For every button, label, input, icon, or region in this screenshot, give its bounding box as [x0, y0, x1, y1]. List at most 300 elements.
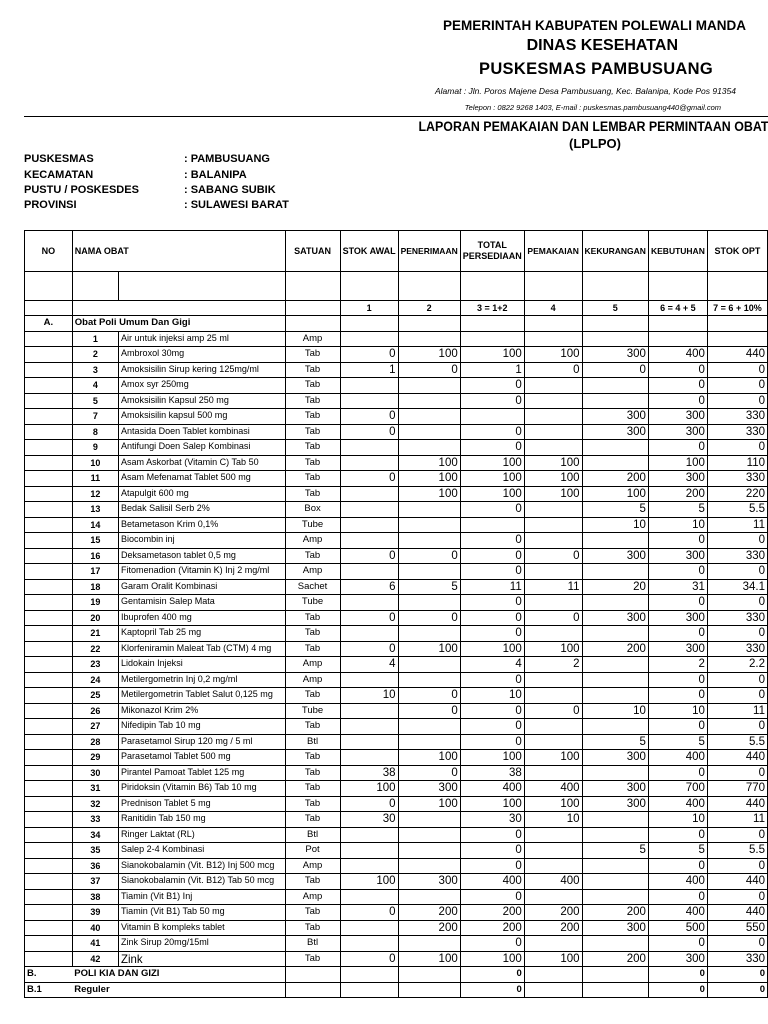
- row-spacer: [25, 331, 73, 347]
- drug-name-cell: [119, 765, 285, 781]
- value-cell: 0: [648, 719, 707, 735]
- value-cell: [398, 564, 460, 580]
- row-spacer: [25, 424, 73, 440]
- info-label: KECAMATAN: [24, 169, 94, 181]
- value-cell: 100: [398, 347, 460, 363]
- drug-name-cell: [119, 905, 285, 921]
- drug-name-cell: [119, 734, 285, 750]
- value-cell: 0: [707, 672, 767, 688]
- drug-name: Kaptopril Tab 25 mg: [121, 627, 202, 639]
- value-cell: [582, 889, 648, 905]
- row-number: 2: [72, 347, 118, 363]
- col-number: 4: [524, 301, 582, 316]
- col-total-header: TOTAL PERSEDIAAN: [460, 231, 524, 272]
- section-code: B.1: [25, 982, 73, 998]
- value-cell: [340, 672, 398, 688]
- col-number: 2: [398, 301, 460, 316]
- value-cell: 30: [460, 812, 524, 828]
- unit-cell: Tab: [285, 719, 340, 735]
- row-number: 19: [72, 595, 118, 611]
- table-row: [25, 874, 768, 890]
- value-cell: [582, 827, 648, 843]
- value-cell: [340, 564, 398, 580]
- drug-name: Lidokain Injeksi: [121, 658, 183, 670]
- value-cell: 10: [582, 517, 648, 533]
- unit-cell: Tab: [285, 765, 340, 781]
- drug-name-cell: [119, 502, 285, 518]
- value-cell: [398, 393, 460, 409]
- value-cell: 100: [398, 750, 460, 766]
- value-cell: [524, 719, 582, 735]
- value-cell: 5.5: [707, 843, 767, 859]
- table-row: [25, 734, 768, 750]
- row-number: 3: [72, 362, 118, 378]
- unit-cell: Tab: [285, 874, 340, 890]
- row-spacer: [25, 393, 73, 409]
- value-cell: [524, 517, 582, 533]
- unit-cell: Tab: [285, 796, 340, 812]
- col-number: 7 = 6 + 10%: [707, 301, 767, 316]
- value-cell: [398, 440, 460, 456]
- value-cell: 330: [707, 424, 767, 440]
- value-cell: 100: [460, 486, 524, 502]
- value-cell: 5: [398, 579, 460, 595]
- value-cell: 100: [524, 471, 582, 487]
- value-cell: 330: [707, 548, 767, 564]
- row-spacer: [25, 781, 73, 797]
- value-cell: [398, 595, 460, 611]
- value-cell: 0: [707, 765, 767, 781]
- value-cell: 2.2: [707, 657, 767, 673]
- value-cell: 330: [707, 471, 767, 487]
- col-unit-header: SATUAN: [285, 231, 340, 272]
- value-cell: 0: [460, 502, 524, 518]
- row-number: 34: [72, 827, 118, 843]
- drug-name: Ibuprofen 400 mg: [121, 611, 192, 623]
- value-cell: 200: [524, 905, 582, 921]
- value-cell: 1: [340, 362, 398, 378]
- value-cell: 100: [460, 347, 524, 363]
- value-cell: 300: [582, 920, 648, 936]
- value-cell: 38: [340, 765, 398, 781]
- value-cell: [398, 424, 460, 440]
- value-cell: 0: [648, 393, 707, 409]
- value-cell: 200: [648, 486, 707, 502]
- value-cell: 200: [582, 905, 648, 921]
- value-cell: 4: [340, 657, 398, 673]
- value-cell: [340, 703, 398, 719]
- row-number: 5: [72, 393, 118, 409]
- value-cell: [582, 812, 648, 828]
- drug-name: Mikonazol Krim 2%: [121, 704, 199, 716]
- value-cell: 0: [340, 905, 398, 921]
- table-row: [25, 502, 768, 518]
- row-number: 14: [72, 517, 118, 533]
- value-cell: 0: [648, 967, 707, 983]
- value-cell: [460, 331, 524, 347]
- value-cell: 10: [648, 517, 707, 533]
- value-cell: 400: [460, 874, 524, 890]
- value-cell: [524, 440, 582, 456]
- value-cell: [398, 378, 460, 394]
- value-cell: [398, 672, 460, 688]
- value-cell: 0: [524, 703, 582, 719]
- unit-cell: Amp: [285, 331, 340, 347]
- value-cell: 330: [707, 610, 767, 626]
- drug-name: Ranitidin Tab 150 mg: [121, 813, 206, 825]
- drug-name: Sianokobalamin (Vit. B12) Inj 500 mcg: [121, 859, 275, 871]
- row-spacer: [25, 455, 73, 471]
- value-cell: [340, 827, 398, 843]
- drug-name: Zink: [121, 951, 143, 966]
- value-cell: [398, 889, 460, 905]
- value-cell: [582, 765, 648, 781]
- value-cell: 400: [648, 796, 707, 812]
- unit-cell: Tab: [285, 750, 340, 766]
- value-cell: 110: [707, 455, 767, 471]
- value-cell: 330: [707, 951, 767, 967]
- drug-name-cell: [119, 843, 285, 859]
- col-name-header: NAMA OBAT: [72, 231, 285, 272]
- report-subtitle: (LPLPO): [569, 136, 621, 151]
- value-cell: 200: [582, 471, 648, 487]
- value-cell: 440: [707, 347, 767, 363]
- value-cell: 100: [582, 486, 648, 502]
- row-spacer: [25, 347, 73, 363]
- value-cell: 0: [648, 672, 707, 688]
- table-row: [25, 905, 768, 921]
- value-cell: [524, 424, 582, 440]
- row-spacer: [25, 579, 73, 595]
- value-cell: 10: [648, 703, 707, 719]
- table-row: [25, 889, 768, 905]
- report-title: LAPORAN PEMAKAIAN DAN LEMBAR PERMINTAAN OBAT: [417, 119, 768, 134]
- value-cell: [398, 533, 460, 549]
- value-cell: [460, 517, 524, 533]
- value-cell: 300: [582, 409, 648, 425]
- value-cell: 400: [648, 874, 707, 890]
- drug-name: Salep 2-4 Kombinasi: [121, 844, 205, 856]
- unit-cell: Tab: [285, 347, 340, 363]
- value-cell: 300: [648, 409, 707, 425]
- value-cell: 440: [707, 874, 767, 890]
- info-label: PROVINSI: [24, 199, 77, 211]
- value-cell: [340, 936, 398, 952]
- drug-name: Atapulgit 600 mg: [121, 487, 189, 499]
- row-spacer: [25, 595, 73, 611]
- drug-name: Amoksisilin kapsul 500 mg: [121, 410, 228, 422]
- value-cell: [524, 595, 582, 611]
- value-cell: [398, 827, 460, 843]
- row-spacer: [25, 843, 73, 859]
- table-row: [25, 362, 768, 378]
- drug-name: Fitomenadion (Vitamin K) Inj 2 mg/ml: [121, 565, 270, 577]
- value-cell: [340, 889, 398, 905]
- row-number: 33: [72, 812, 118, 828]
- value-cell: 0: [398, 362, 460, 378]
- row-number: 39: [72, 905, 118, 921]
- unit-cell: Tab: [285, 626, 340, 642]
- value-cell: 0: [460, 982, 524, 998]
- drug-name-cell: [119, 424, 285, 440]
- drug-name: Amoksisilin Kapsul 250 mg: [121, 394, 229, 406]
- info-row-pustu: [24, 184, 276, 196]
- value-cell: [582, 564, 648, 580]
- unit-cell: Sachet: [285, 579, 340, 595]
- row-spacer: [25, 889, 73, 905]
- value-cell: 2: [648, 657, 707, 673]
- col-number: 1: [340, 301, 398, 316]
- value-cell: [582, 672, 648, 688]
- value-cell: [340, 440, 398, 456]
- value-cell: [582, 874, 648, 890]
- value-cell: 0: [648, 982, 707, 998]
- section-b-row: [25, 967, 768, 983]
- value-cell: 2: [524, 657, 582, 673]
- value-cell: 100: [460, 951, 524, 967]
- drug-name: Antasida Doen Tablet kombinasi: [121, 425, 250, 437]
- col-kebutuhan-header: KEBUTUHAN: [648, 231, 707, 272]
- row-number: 17: [72, 564, 118, 580]
- table-row: [25, 765, 768, 781]
- table-row: [25, 331, 768, 347]
- info-value: : BALANIPA: [184, 169, 247, 181]
- drug-name: Zink Sirup 20mg/15ml: [121, 937, 209, 949]
- value-cell: 0: [398, 688, 460, 704]
- table-blank-row: [25, 272, 768, 301]
- drug-name: Nifedipin Tab 10 mg: [121, 720, 201, 732]
- col-stok-awal-header: STOK AWAL: [340, 231, 398, 272]
- header-government: PEMERINTAH KABUPATEN POLEWALI MANDA: [443, 18, 746, 33]
- value-cell: 0: [648, 564, 707, 580]
- table-row: [25, 641, 768, 657]
- drug-name: Pirantel Pamoat Tablet 125 mg: [121, 766, 245, 778]
- info-value: : SABANG SUBIK: [184, 184, 276, 196]
- value-cell: [398, 967, 460, 983]
- value-cell: 100: [460, 796, 524, 812]
- value-cell: 0: [398, 548, 460, 564]
- row-spacer: [25, 750, 73, 766]
- col-number: 6 = 4 + 5: [648, 301, 707, 316]
- value-cell: 400: [648, 905, 707, 921]
- unit-cell: Box: [285, 502, 340, 518]
- value-cell: 100: [460, 455, 524, 471]
- unit-cell: Tab: [285, 548, 340, 564]
- info-value: : PAMBUSUANG: [184, 153, 270, 165]
- drug-name: Betametason Krim 0,1%: [121, 518, 219, 530]
- drug-name-cell: [119, 781, 285, 797]
- value-cell: 0: [707, 533, 767, 549]
- value-cell: 0: [460, 827, 524, 843]
- value-cell: [340, 626, 398, 642]
- value-cell: [582, 936, 648, 952]
- value-cell: [524, 734, 582, 750]
- value-cell: 100: [340, 874, 398, 890]
- row-number: 15: [72, 533, 118, 549]
- row-spacer: [25, 362, 73, 378]
- drug-name: Antifungi Doen Salep Kombinasi: [121, 441, 251, 453]
- value-cell: 0: [460, 533, 524, 549]
- row-spacer: [25, 765, 73, 781]
- value-cell: 0: [340, 424, 398, 440]
- row-number: 27: [72, 719, 118, 735]
- value-cell: 0: [340, 471, 398, 487]
- unit-cell: Tube: [285, 595, 340, 611]
- value-cell: 10: [524, 812, 582, 828]
- value-cell: 0: [648, 378, 707, 394]
- drug-name: Metilergometrin Inj 0,2 mg/ml: [121, 673, 238, 685]
- row-spacer: [25, 440, 73, 456]
- info-label: PUSKESMAS: [24, 153, 94, 165]
- row-number: 32: [72, 796, 118, 812]
- value-cell: 100: [648, 455, 707, 471]
- value-cell: [398, 657, 460, 673]
- section-title: POLI KIA DAN GIZI: [72, 967, 285, 983]
- value-cell: 0: [460, 936, 524, 952]
- value-cell: 200: [398, 905, 460, 921]
- row-number: 18: [72, 579, 118, 595]
- value-cell: 200: [460, 920, 524, 936]
- value-cell: 550: [707, 920, 767, 936]
- header-contact: Telepon : 0822 9268 1403, E-mail : puskesmas.pambusuang440@gmail.com: [464, 103, 721, 112]
- table-row: [25, 579, 768, 595]
- value-cell: [398, 734, 460, 750]
- value-cell: 0: [707, 378, 767, 394]
- table-row: [25, 951, 768, 967]
- value-cell: 220: [707, 486, 767, 502]
- value-cell: 440: [707, 905, 767, 921]
- drug-name-cell: [119, 486, 285, 502]
- drug-name-cell: [119, 347, 285, 363]
- table-row: [25, 610, 768, 626]
- value-cell: 0: [707, 564, 767, 580]
- value-cell: 5: [648, 502, 707, 518]
- value-cell: 770: [707, 781, 767, 797]
- drug-name: Prednison Tablet 5 mg: [121, 797, 211, 809]
- value-cell: 5: [582, 734, 648, 750]
- row-spacer: [25, 548, 73, 564]
- value-cell: [398, 626, 460, 642]
- col-pemakaian-header: PEMAKAIAN: [524, 231, 582, 272]
- value-cell: [340, 517, 398, 533]
- section-title: Reguler: [72, 982, 285, 998]
- header-department: DINAS KESEHATAN: [526, 37, 678, 54]
- row-spacer: [25, 502, 73, 518]
- drug-name: Biocombin inj: [121, 534, 175, 546]
- drug-name-cell: [119, 548, 285, 564]
- table-row: [25, 533, 768, 549]
- value-cell: 0: [648, 440, 707, 456]
- value-cell: [524, 858, 582, 874]
- value-cell: [582, 378, 648, 394]
- row-number: 22: [72, 641, 118, 657]
- row-number: 37: [72, 874, 118, 890]
- value-cell: 38: [460, 765, 524, 781]
- table-row: [25, 858, 768, 874]
- row-spacer: [25, 471, 73, 487]
- value-cell: [398, 936, 460, 952]
- value-cell: 5.5: [707, 734, 767, 750]
- row-number: 29: [72, 750, 118, 766]
- unit-cell: Amp: [285, 858, 340, 874]
- col-number: 5: [582, 301, 648, 316]
- table-row: [25, 657, 768, 673]
- value-cell: [398, 502, 460, 518]
- value-cell: 440: [707, 796, 767, 812]
- value-cell: [582, 331, 648, 347]
- row-number: 12: [72, 486, 118, 502]
- value-cell: 0: [398, 703, 460, 719]
- value-cell: 0: [707, 827, 767, 843]
- value-cell: 0: [707, 688, 767, 704]
- value-cell: 300: [648, 610, 707, 626]
- value-cell: [582, 688, 648, 704]
- value-cell: 11: [707, 703, 767, 719]
- unit-cell: Tab: [285, 378, 340, 394]
- table-row: [25, 719, 768, 735]
- info-row-provinsi: [24, 199, 289, 211]
- drug-name: Piridoksin (Vitamin B6) Tab 10 mg: [121, 782, 257, 794]
- table-row: [25, 548, 768, 564]
- value-cell: [524, 626, 582, 642]
- row-spacer: [25, 874, 73, 890]
- unit-cell: Tab: [285, 812, 340, 828]
- value-cell: 300: [648, 424, 707, 440]
- row-number: 35: [72, 843, 118, 859]
- value-cell: 100: [524, 486, 582, 502]
- drug-name-cell: [119, 812, 285, 828]
- value-cell: 300: [648, 471, 707, 487]
- value-cell: 0: [648, 827, 707, 843]
- value-cell: 0: [340, 796, 398, 812]
- value-cell: [582, 533, 648, 549]
- value-cell: 11: [707, 517, 767, 533]
- value-cell: [524, 688, 582, 704]
- drug-name-cell: [119, 378, 285, 394]
- value-cell: 5: [582, 843, 648, 859]
- value-cell: 0: [460, 889, 524, 905]
- value-cell: 0: [460, 672, 524, 688]
- value-cell: [582, 440, 648, 456]
- value-cell: 0: [582, 362, 648, 378]
- value-cell: 4: [460, 657, 524, 673]
- value-cell: 0: [340, 548, 398, 564]
- unit-cell: Tab: [285, 486, 340, 502]
- unit-cell: Tab: [285, 455, 340, 471]
- row-spacer: [25, 951, 73, 967]
- value-cell: 0: [707, 626, 767, 642]
- value-cell: 0: [460, 610, 524, 626]
- unit-cell: Tab: [285, 688, 340, 704]
- value-cell: [340, 750, 398, 766]
- value-cell: 100: [398, 455, 460, 471]
- drug-name: Gentamisin Salep Mata: [121, 596, 215, 608]
- drug-name: Asam Mefenamat Tablet 500 mg: [121, 472, 251, 484]
- value-cell: [398, 719, 460, 735]
- value-cell: 0: [460, 843, 524, 859]
- value-cell: 0: [460, 378, 524, 394]
- value-cell: [398, 517, 460, 533]
- value-cell: 0: [707, 967, 767, 983]
- value-cell: [524, 936, 582, 952]
- row-number: 36: [72, 858, 118, 874]
- value-cell: 300: [582, 548, 648, 564]
- table-row: [25, 378, 768, 394]
- value-cell: [582, 719, 648, 735]
- value-cell: 100: [460, 471, 524, 487]
- table-row: [25, 440, 768, 456]
- value-cell: [524, 409, 582, 425]
